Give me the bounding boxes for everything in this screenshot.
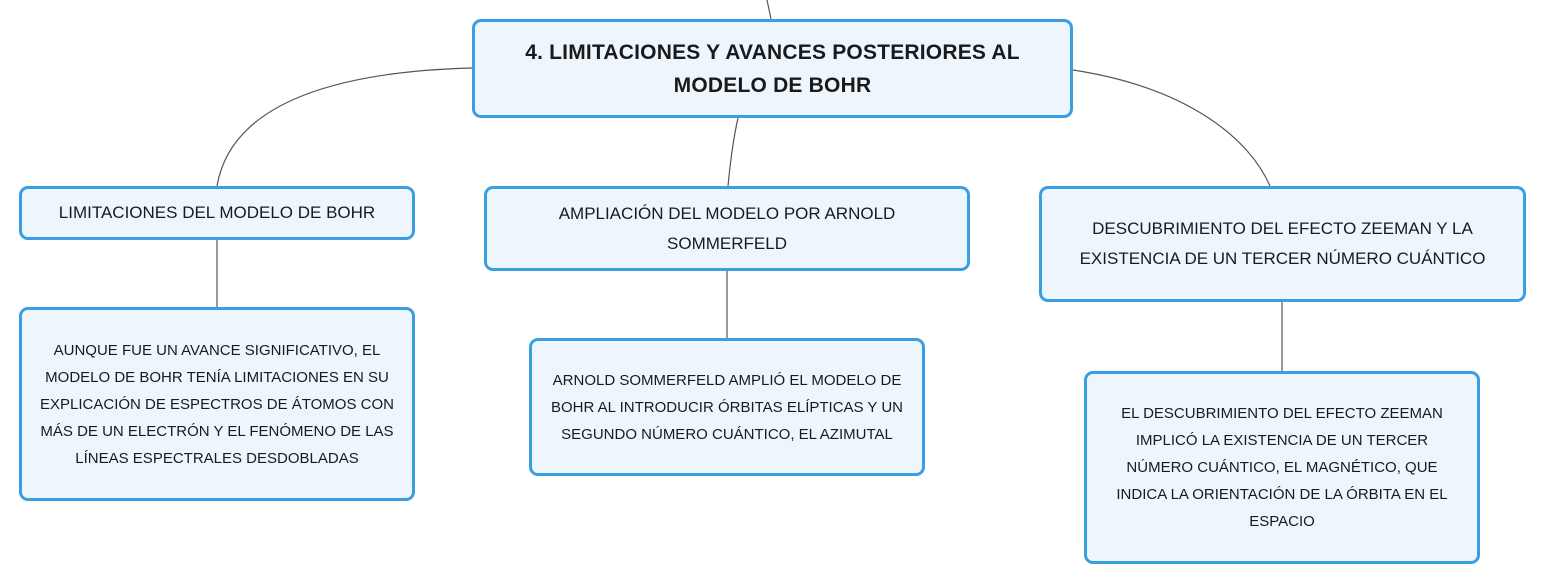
- connector-root-to-topic-2: [728, 118, 738, 186]
- detail-node-limitaciones[interactable]: [19, 307, 415, 501]
- topic-node-title: LIMITACIONES DEL MODELO DE BOHR: [58, 203, 376, 222]
- topic-node-title: DESCUBRIMIENTO DEL EFECTO ZEEMAN Y LA EXISTENCIA DE UN TERCER NÚMERO CUÁNTICO: [1079, 219, 1486, 268]
- root-node-title: 4. LIMITACIONES Y AVANCES POSTERIORES AL MODELO DE BOHR: [525, 40, 1020, 97]
- connector-parent-to-root: [767, 0, 771, 19]
- detail-node-zeeman[interactable]: [1084, 371, 1480, 564]
- detail-node-text: AUNQUE FUE UN AVANCE SIGNIFICATIVO, EL MODELO DE BOHR TENÍA LIMITACIONES EN SU EXPLICACIÓN DE ESPECTROS DE ÁTOMOS CON MÁS DE UN ELECTRÓN Y EL FENÓMENO DE LAS LÍNEAS ESPECTRALES DESDOBLADAS: [40, 341, 394, 467]
- topic-node-sommerfeld[interactable]: [484, 186, 970, 271]
- detail-node-sommerfeld[interactable]: [529, 338, 925, 476]
- detail-node-text: EL DESCUBRIMIENTO DEL EFECTO ZEEMAN IMPLICÓ LA EXISTENCIA DE UN TERCER NÚMERO CUÁNTICO, EL MAGNÉTICO, QUE INDICA LA ORIENTACIÓN DE LA ÓRBITA EN EL ESPACIO: [1116, 405, 1448, 530]
- topic-node-title: AMPLIACIÓN DEL MODELO POR ARNOLD SOMMERFELD: [558, 203, 896, 253]
- connector-root-to-topic-3: [1073, 70, 1270, 186]
- topic-node-zeeman[interactable]: [1039, 186, 1526, 302]
- topic-node-limitaciones[interactable]: [19, 186, 415, 240]
- detail-node-text: ARNOLD SOMMERFELD AMPLIÓ EL MODELO DE BOHR AL INTRODUCIR ÓRBITAS ELÍPTICAS Y UN SEGUNDO NÚMERO CUÁNTICO, EL AZIMUTAL: [550, 371, 904, 443]
- connector-root-to-topic-1: [217, 68, 472, 186]
- root-node[interactable]: [472, 19, 1073, 118]
